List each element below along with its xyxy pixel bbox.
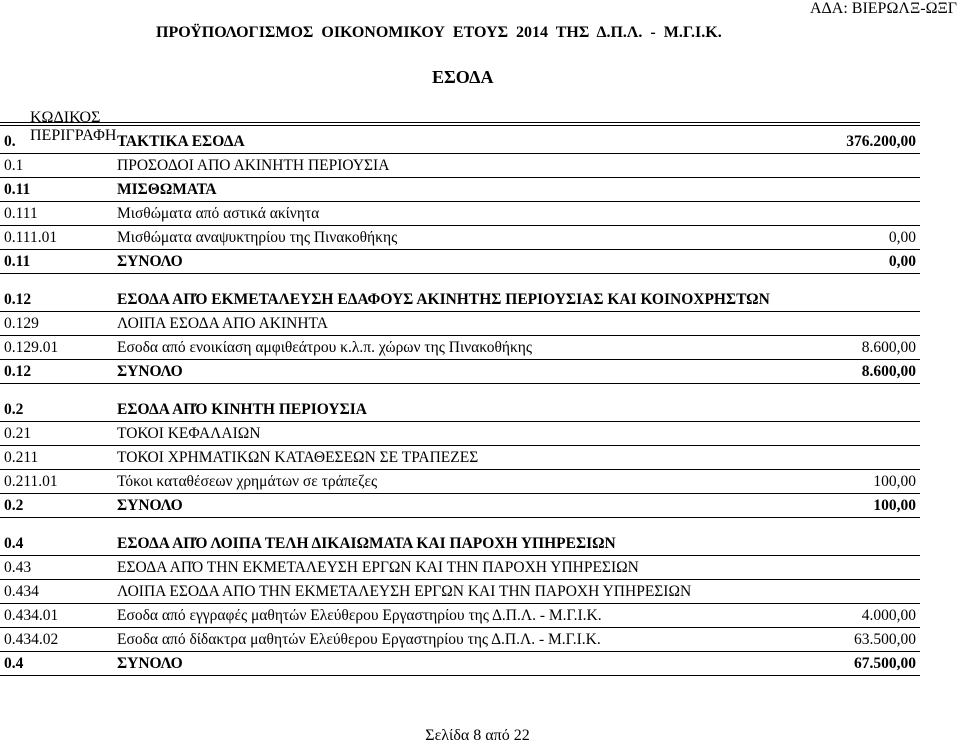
table-row: [0, 288, 920, 312]
row-description: Μισθώματα αναψυκτηρίου της Πινακοθήκης: [117, 229, 398, 246]
section-spacer: [0, 518, 920, 532]
document-title: ΠΡΟΫΠΟΛΟΓΙΣΜΟΣ ΟΙΚΟΝΟΜΙΚΟΥ ΕΤΟΥΣ 2014 ΤΗΣ Δ.Π.Λ. - Μ.Γ.Ι.Κ.: [156, 24, 722, 41]
row-code: 0.4: [4, 655, 24, 672]
row-description: ΛΟΙΠΑ ΕΣΟΔΑ ΑΠΟ ΑΚΙΝΗΤΑ: [117, 315, 328, 332]
row-amount: 8.600,00: [861, 339, 916, 356]
row-code: 0.11: [4, 253, 31, 270]
row-description: ΕΣΟΔΑ ΑΠΌ ΤΗΝ ΕΚΜΕΤΑΛΕΥΣΗ ΕΡΓΩΝ ΚΑΙ ΤΗΝ ΠΑΡΟΧΗ ΥΠΗΡΕΣΙΩΝ: [117, 559, 639, 576]
row-code: 0.43: [4, 559, 32, 576]
table-row: [0, 154, 920, 178]
table-row: [0, 556, 920, 580]
row-amount: 8.600,00: [861, 363, 916, 380]
row-description: ΛΟΙΠΑ ΕΣΟΔΑ ΑΠΟ ΤΗΝ ΕΚΜΕΤΑΛΕΥΣΗ ΕΡΓΩΝ ΚΑΙ ΤΗΝ ΠΑΡΟΧΗ ΥΠΗΡΕΣΙΩΝ: [117, 583, 692, 600]
row-code: 0.12: [4, 291, 32, 308]
row-code: 0.4: [4, 535, 24, 552]
row-code: 0.111: [4, 205, 38, 222]
row-amount: 100,00: [873, 473, 916, 490]
row-description: ΤΑΚΤΙΚΑ ΕΣΟΔΑ: [117, 133, 245, 150]
table-row: [0, 178, 920, 202]
row-amount: 100,00: [873, 497, 916, 514]
row-code: 0.129.01: [4, 339, 59, 356]
row-code: 0.1: [4, 157, 24, 174]
page-number: Σελίδα 8 από 22: [425, 727, 530, 744]
row-description: ΠΡΟΣΟΔΟΙ ΑΠΟ ΑΚΙΝΗΤΗ ΠΕΡΙΟΥΣΙΑ: [117, 157, 390, 174]
row-description: ΣΥΝΟΛΟ: [117, 253, 183, 270]
row-code: 0.434: [4, 583, 39, 600]
row-description: ΤΟΚΟΙ ΧΡΗΜΑΤΙΚΩΝ ΚΑΤΑΘΕΣΕΩΝ ΣΕ ΤΡΑΠΕΖΕΣ: [117, 449, 479, 466]
row-description: ΣΥΝΟΛΟ: [117, 363, 183, 380]
row-amount: 4.000,00: [861, 607, 916, 624]
table-row: [0, 312, 920, 336]
table-row: [0, 130, 920, 154]
row-code: 0.12: [4, 363, 32, 380]
row-code: 0.111.01: [4, 229, 58, 246]
section-spacer: [0, 384, 920, 398]
row-description: Μισθώματα από αστικά ακίνητα: [117, 205, 320, 222]
row-code: 0.21: [4, 425, 32, 442]
row-description: ΕΣΟΔΑ ΑΠΌ ΕΚΜΕΤΑΛΕΥΣΗ ΕΔΑΦΟΥΣ ΑΚΙΝΗΤΗΣ ΠΕΡΙΟΥΣΙΑΣ ΚΑΙ ΚΟΙΝΟΧΡΗΣΤΩΝ: [117, 291, 770, 308]
table-row: [0, 336, 920, 360]
row-code: 0.11: [4, 181, 31, 198]
row-description: Εσοδα από δίδακτρα μαθητών Ελεύθερου Εργαστηρίου της Δ.Π.Λ. - Μ.Γ.Ι.Κ.: [117, 631, 601, 648]
section-title: ΕΣΟΔΑ: [432, 67, 494, 87]
row-code: 0.434.02: [4, 631, 59, 648]
row-code: 0.211: [4, 449, 39, 466]
table-row: [0, 494, 920, 518]
row-description: Τόκοι καταθέσεων χρημάτων σε τράπεζες: [117, 473, 378, 490]
table-row: [0, 604, 920, 628]
table-row: [0, 398, 920, 422]
section-spacer: [0, 274, 920, 288]
row-amount: 0,00: [888, 253, 916, 270]
row-amount: 67.500,00: [854, 655, 916, 672]
row-description: ΣΥΝΟΛΟ: [117, 655, 183, 672]
row-code: 0.2: [4, 497, 24, 514]
table-row: [0, 360, 920, 384]
table-row: [0, 580, 920, 604]
row-description: ΣΥΝΟΛΟ: [117, 497, 183, 514]
header-rule-bottom: [0, 125, 920, 126]
table-row: [0, 532, 920, 556]
row-amount: 63.500,00: [854, 631, 916, 648]
row-description: Εσοδα από ενοικίαση αμφιθεάτρου κ.λ.π. χώρων της Πινακοθήκης: [117, 339, 533, 356]
row-code: 0.129: [4, 315, 39, 332]
row-code: 0.2: [4, 401, 24, 418]
column-header-code: ΚΩΔΙΚΟΣ: [30, 109, 101, 126]
table-row: [0, 226, 920, 250]
row-description: ΕΣΟΔΑ ΑΠΌ ΚΙΝΗΤΗ ΠΕΡΙΟΥΣΙΑ: [117, 401, 367, 418]
ada-code: ΑΔΑ: ΒΙΕΡΩΛΞ-ΩΞΓ: [809, 0, 957, 17]
row-code: 0.434.01: [4, 607, 59, 624]
row-description: ΜΙΣΘΩΜΑΤΑ: [117, 181, 217, 198]
header-rule-top: [0, 122, 920, 123]
table-row: [0, 250, 920, 274]
table-row: [0, 446, 920, 470]
column-header-description: ΠΕΡΙΓΡΑΦΗ: [30, 127, 117, 144]
row-amount: 376.200,00: [846, 133, 916, 150]
row-amount: 0,00: [888, 229, 916, 246]
table-row: [0, 202, 920, 226]
row-description: ΕΣΟΔΑ ΑΠΌ ΛΟΙΠΑ ΤΕΛΗ ΔΙΚΑΙΩΜΑΤΑ ΚΑΙ ΠΑΡΟΧΗ ΥΠΗΡΕΣΙΩΝ: [117, 535, 616, 552]
row-code: 0.: [4, 133, 16, 150]
row-description: Εσοδα από εγγραφές μαθητών Ελεύθερου Εργαστηρίου της Δ.Π.Λ. - Μ.Γ.Ι.Κ.: [117, 607, 602, 624]
table-row: [0, 628, 920, 652]
row-code: 0.211.01: [4, 473, 58, 490]
budget-table: [0, 130, 920, 676]
table-row: [0, 422, 920, 446]
row-description: ΤΟΚΟΙ ΚΕΦΑΛΑΙΩΝ: [117, 425, 261, 442]
table-row: [0, 652, 920, 676]
table-row: [0, 470, 920, 494]
